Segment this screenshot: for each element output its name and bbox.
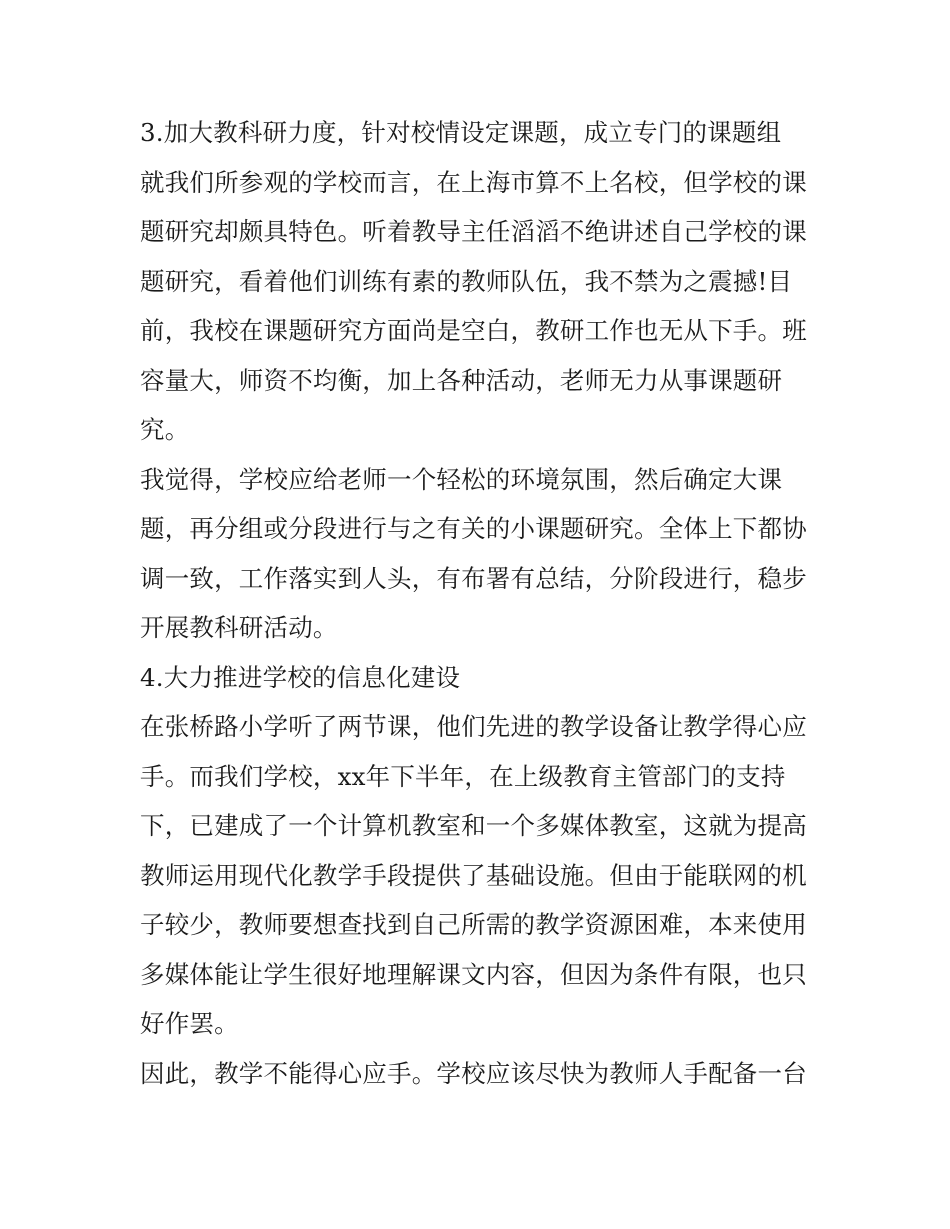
section-heading-4: 4.大力推进学校的信息化建设 <box>140 662 461 692</box>
text-line: 就我们所参观的学校而言，在上海市算不上名校，但学校的课 <box>140 167 807 197</box>
text-line: 因此，教学不能得心应手。学校应该尽快为教师人手配备一台 <box>140 1058 807 1088</box>
text-line: 题研究却颇具特色。听着教导主任滔滔不绝讲述自己学校的课 <box>140 217 807 246</box>
text-line: 题研究，看着他们训练有素的教师队伍，我不禁为之震撼!目 <box>140 266 793 296</box>
text-line: 题，再分组或分段进行与之有关的小课题研究。全体上下都协 <box>140 514 807 543</box>
text-line: 前，我校在课题研究方面尚是空白，教研工作也无从下手。班 <box>140 316 807 345</box>
text-line: 子较少，教师要想查找到自己所需的教学资源困难，本来使用 <box>140 910 807 939</box>
text-line: 我觉得，学校应给老师一个轻松的环境氛围，然后确定大课 <box>140 464 783 494</box>
text-line: 容量大，师资不均衡，加上各种活动，老师无力从事课题研 <box>140 365 783 395</box>
document-body <box>140 108 815 1098</box>
text-line: 教师运用现代化教学手段提供了基础设施。但由于能联网的机 <box>140 860 807 890</box>
text-line: 好作罢。 <box>140 1009 239 1038</box>
section-heading-3: 3.加大教科研力度，针对校情设定课题，成立专门的课题组 <box>140 118 782 147</box>
text-line: 开展教科研活动。 <box>140 613 338 642</box>
text-line: 调一致，工作落实到人头，有布署有总结，分阶段进行，稳步 <box>140 563 807 593</box>
text-line: 多媒体能让学生很好地理解课文内容，但因为条件有限，也只 <box>140 959 807 989</box>
text-line: 究。 <box>140 415 190 444</box>
text-line: 下，已建成了一个计算机教室和一个多媒体教室，这就为提高 <box>140 811 807 840</box>
text-line: 在张桥路小学听了两节课，他们先进的教学设备让教学得心应 <box>140 712 807 741</box>
text-line: 手。而我们学校，xx年下半年，在上级教育主管部门的支持 <box>140 761 786 791</box>
